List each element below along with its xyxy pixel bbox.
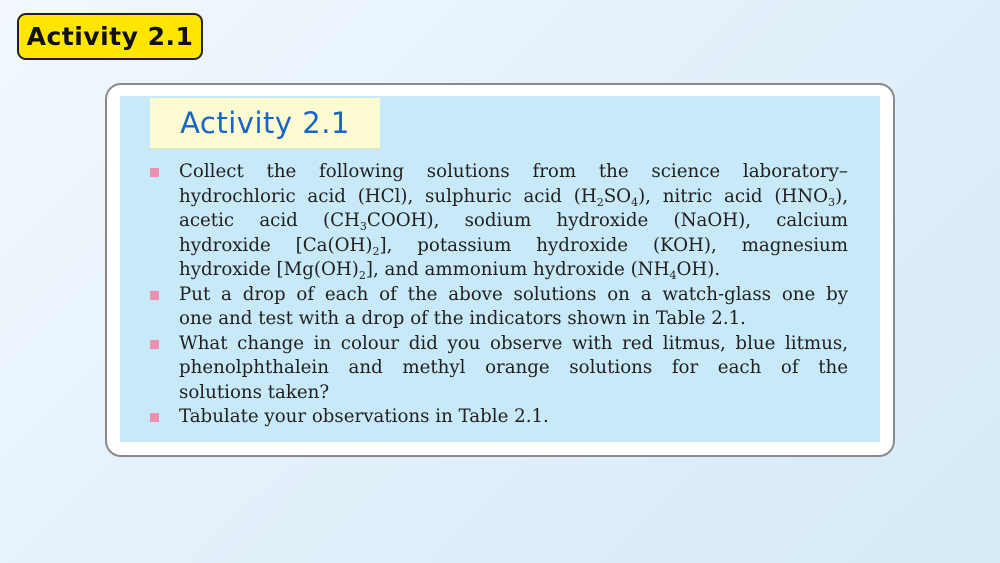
item-line: Collect the following solutions from the science laboratory– [179,161,848,182]
list-item [150,160,848,283]
item-line: Put a drop of each of the above solutions on a watch-glass one by [179,283,848,305]
activity-title: Activity 2.1 [150,98,380,149]
item-line: one and test with a drop of the indicators shown in Table 2.1. [179,308,746,329]
list-item [150,283,848,332]
item-line: hydroxide $[Ca(OH)_2]$, potassium hydroxide (KOH), magnesium [179,234,848,258]
activity-list [150,160,848,430]
item-line: Tabulate your observations in Table 2.1. [179,406,549,427]
bullet-icon [150,340,159,349]
bullet-icon [150,168,159,177]
bullet-icon [150,413,159,422]
item-line: What change in colour did you observe with red litmus, blue litmus, [179,332,848,354]
item-line: phenolphthalein and methyl orange solutions for each of the [179,357,848,378]
item-line: hydroxide $[Mg(OH)_2]$, and ammonium hydroxide $(NH_4OH)$. [179,259,721,282]
list-item [150,332,848,406]
bullet-icon [150,291,159,300]
activity-badge: Activity 2.1 [17,13,203,60]
item-line: acetic acid $(CH_3COOH)$, sodium hydroxide (NaOH), calcium [179,210,849,233]
list-item [150,405,848,430]
item-line: hydrochloric acid (HCl), sulphuric acid $(H_2SO_4)$, nitric acid $(HNO_3)$, [179,185,848,209]
item-line: solutions taken? [179,381,330,403]
